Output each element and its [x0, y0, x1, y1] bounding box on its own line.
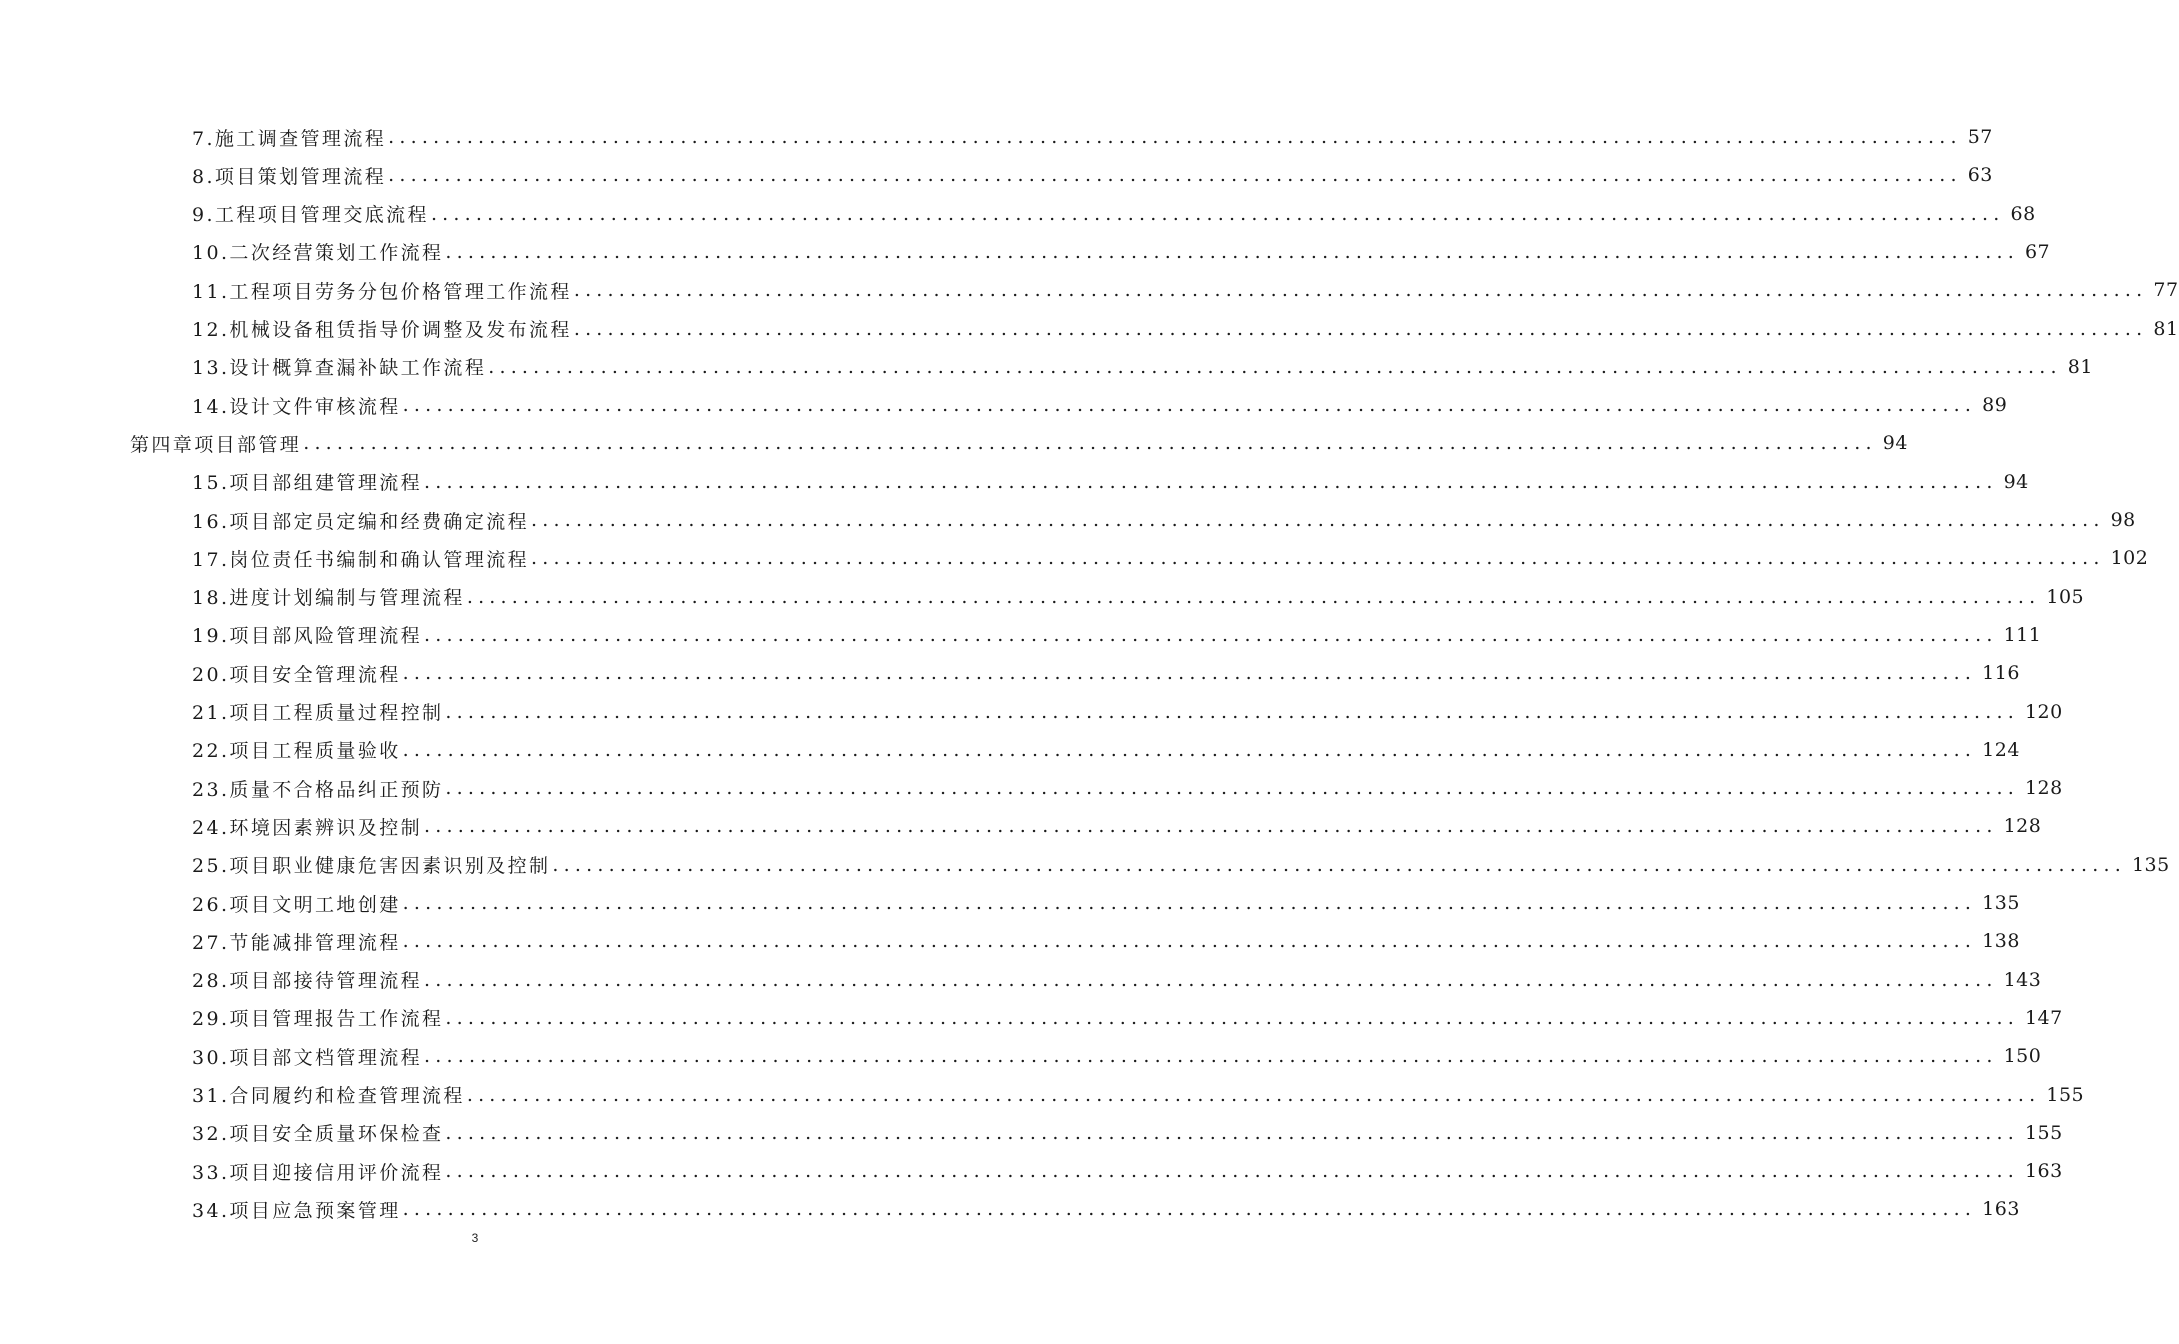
toc-entry[interactable]	[192, 850, 2170, 880]
toc-entry-page: 94	[1882, 432, 1908, 455]
toc-entry-title: 11.工程项目劳务分包价格管理工作流程	[192, 280, 572, 303]
toc-entry[interactable]	[192, 1118, 2063, 1148]
toc-entry[interactable]	[192, 160, 1993, 190]
toc-entry-title: 25.项目职业健康危害因素识别及控制	[192, 855, 551, 878]
toc-entry-title: 8.项目策划管理流程	[192, 165, 387, 188]
toc-entry-title: 26.项目文明工地创建	[192, 893, 401, 916]
toc-entry-title: 14.设计文件审核流程	[192, 395, 401, 418]
toc-dot-leader: ............................................................................................................................................	[402, 662, 1977, 685]
page-number: 3	[471, 1231, 479, 1245]
toc-dot-leader: ............................................................................................................................................	[402, 738, 1977, 761]
toc-entry-title: 27.节能减排管理流程	[192, 931, 401, 954]
toc-entry-title: 31.合同履约和检查管理流程	[192, 1085, 465, 1107]
toc-entry-page: 116	[1982, 662, 2020, 685]
toc-entry[interactable]	[192, 390, 2008, 420]
toc-entry-page: 120	[2024, 700, 2063, 723]
toc-dot-leader: ............................................................................................................................................	[445, 1006, 2019, 1029]
toc-dot-leader: ............................................................................................................................................	[402, 394, 1977, 417]
toc-entry-page: 138	[1982, 930, 2020, 953]
toc-entry[interactable]	[192, 811, 2042, 841]
toc-entry[interactable]	[192, 582, 2085, 612]
toc-entry-title: 12.机械设备租赁指导价调整及发布流程	[192, 319, 572, 341]
toc-entry-page: 128	[2003, 815, 2042, 838]
toc-entry-page: 81	[2067, 355, 2093, 378]
toc-entry-page: 124	[1982, 738, 2020, 761]
toc-dot-leader: ............................................................................................................................................	[424, 470, 1998, 493]
toc-entry[interactable]	[192, 658, 2020, 688]
toc-entry-title: 17.岗位责任书编制和确认管理流程	[192, 548, 530, 571]
toc-entry-page: 128	[2024, 777, 2063, 800]
toc-dot-leader: ............................................................................................................................................	[552, 853, 2126, 876]
toc-entry-title: 13.设计概算查漏补缺工作流程	[192, 357, 487, 380]
toc-entry-page: 143	[2003, 968, 2042, 991]
toc-dot-leader: ............................................................................................................................................	[466, 1083, 2041, 1106]
toc-entry-page: 155	[2046, 1083, 2085, 1106]
toc-dot-leader: ............................................................................................................................................	[402, 892, 1977, 914]
toc-entry[interactable]	[192, 697, 2063, 727]
toc-dot-leader: ............................................................................................................................................	[445, 1160, 2019, 1183]
toc-entry-title: 33.项目迎接信用评价流程	[192, 1161, 444, 1184]
toc-dot-leader: ............................................................................................................................................	[445, 240, 2019, 263]
toc-dot-leader: ............................................................................................................................................	[430, 202, 2005, 225]
toc-entry[interactable]	[192, 314, 2179, 344]
toc-entry-page: 155	[2024, 1121, 2063, 1144]
toc-entry[interactable]	[192, 237, 2051, 267]
toc-entry-title: 15.项目部组建管理流程	[192, 472, 423, 495]
toc-dot-leader: ............................................................................................................................................	[445, 700, 2019, 723]
toc-entry[interactable]	[192, 620, 2042, 650]
toc-dot-leader: ............................................................................................................................................	[424, 968, 1998, 991]
toc-dot-leader: ............................................................................................................................................	[424, 623, 1998, 646]
toc-entry-page: 67	[2024, 240, 2051, 263]
toc-entry-page: 68	[2010, 202, 2036, 225]
toc-dot-leader: ............................................................................................................................................	[388, 164, 1962, 187]
toc-dot-leader: ............................................................................................................................................	[573, 317, 2148, 340]
toc-entry[interactable]	[192, 505, 2136, 535]
toc-entry-title: 20.项目安全管理流程	[192, 663, 401, 686]
toc-entry-page: 98	[2110, 509, 2136, 531]
toc-dot-leader: ............................................................................................................................................	[388, 126, 1962, 148]
toc-entry-title: 9.工程项目管理交底流程	[192, 204, 429, 227]
toc-chapter-entry[interactable]	[130, 428, 1908, 458]
toc-entry-page: 147	[2024, 1006, 2063, 1029]
toc-dot-leader: ............................................................................................................................................	[402, 1198, 1977, 1221]
toc-entry-page: 135	[1982, 892, 2020, 914]
toc-entry[interactable]	[192, 275, 2179, 305]
toc-entry[interactable]	[192, 1156, 2063, 1186]
toc-entry-title: 32.项目安全质量环保检查	[192, 1123, 444, 1146]
toc-entry-title: 19.项目部风险管理流程	[192, 625, 423, 648]
toc-entry-page: 89	[1982, 394, 2008, 417]
toc-entry-title: 28.项目部接待管理流程	[192, 970, 423, 993]
toc-entry[interactable]	[192, 1003, 2063, 1033]
toc-entry-title: 24.环境因素辨识及控制	[192, 816, 423, 839]
toc-entry[interactable]	[192, 199, 2036, 229]
toc-entry-page: 135	[2131, 853, 2170, 876]
toc-entry-page: 111	[2003, 623, 2042, 646]
toc-dot-leader: ............................................................................................................................................	[488, 355, 2062, 378]
toc-entry[interactable]	[192, 1080, 2085, 1110]
toc-entry[interactable]	[192, 965, 2042, 995]
toc-dot-leader: ............................................................................................................................................	[466, 585, 2041, 608]
toc-entry[interactable]	[192, 773, 2063, 803]
toc-entry[interactable]	[192, 467, 2029, 497]
toc-entry[interactable]	[192, 352, 2093, 382]
toc-entry-page: 77	[2153, 279, 2179, 302]
toc-entry-page: 81	[2153, 317, 2179, 340]
toc-dot-leader: ............................................................................................................................................	[402, 930, 1977, 953]
toc-dot-leader: ............................................................................................................................................	[531, 547, 2105, 570]
toc-entry-title: 7.施工调查管理流程	[192, 127, 387, 150]
toc-dot-leader: ............................................................................................................................................	[531, 509, 2105, 531]
toc-entry[interactable]	[192, 735, 2020, 765]
toc-entry-page: 102	[2110, 547, 2149, 570]
toc-dot-leader: ............................................................................................................................................	[303, 432, 1877, 455]
toc-entry[interactable]	[192, 888, 2020, 918]
toc-entry-page: 163	[1982, 1198, 2020, 1221]
toc-entry-page: 105	[2046, 585, 2085, 608]
toc-entry-title: 10.二次经营策划工作流程	[192, 242, 444, 265]
toc-entry-title: 23.质量不合格品纠正预防	[192, 778, 444, 801]
toc-entry[interactable]	[192, 122, 1993, 152]
toc-entry-page: 94	[2003, 470, 2029, 493]
toc-entry[interactable]	[192, 543, 2149, 573]
toc-entry-title: 22.项目工程质量验收	[192, 740, 401, 763]
toc-entry-title: 18.进度计划编制与管理流程	[192, 587, 465, 610]
toc-entry-page: 63	[1967, 164, 1993, 187]
toc-entry-title: 21.项目工程质量过程控制	[192, 702, 444, 724]
toc-entry-title: 34.项目应急预案管理	[192, 1199, 401, 1222]
toc-entry-page: 163	[2024, 1160, 2063, 1183]
toc-entry[interactable]	[192, 1041, 2042, 1071]
toc-dot-leader: ............................................................................................................................................	[445, 777, 2019, 800]
toc-dot-leader: ............................................................................................................................................	[573, 279, 2148, 302]
toc-dot-leader: ............................................................................................................................................	[424, 1045, 1998, 1068]
toc-entry-page: 57	[1967, 126, 1993, 148]
toc-entry-page: 150	[2003, 1045, 2042, 1068]
toc-entry-title: 30.项目部文档管理流程	[192, 1046, 423, 1069]
toc-dot-leader: ............................................................................................................................................	[445, 1121, 2019, 1144]
toc-entry-title: 16.项目部定员定编和经费确定流程	[192, 510, 530, 533]
toc-dot-leader: ............................................................................................................................................	[424, 815, 1998, 838]
toc-entry-title: 29.项目管理报告工作流程	[192, 1008, 444, 1031]
toc-entry[interactable]	[192, 926, 2020, 956]
toc-entry[interactable]	[192, 1194, 2020, 1224]
toc-entry-title: 第四章项目部管理	[130, 433, 302, 456]
